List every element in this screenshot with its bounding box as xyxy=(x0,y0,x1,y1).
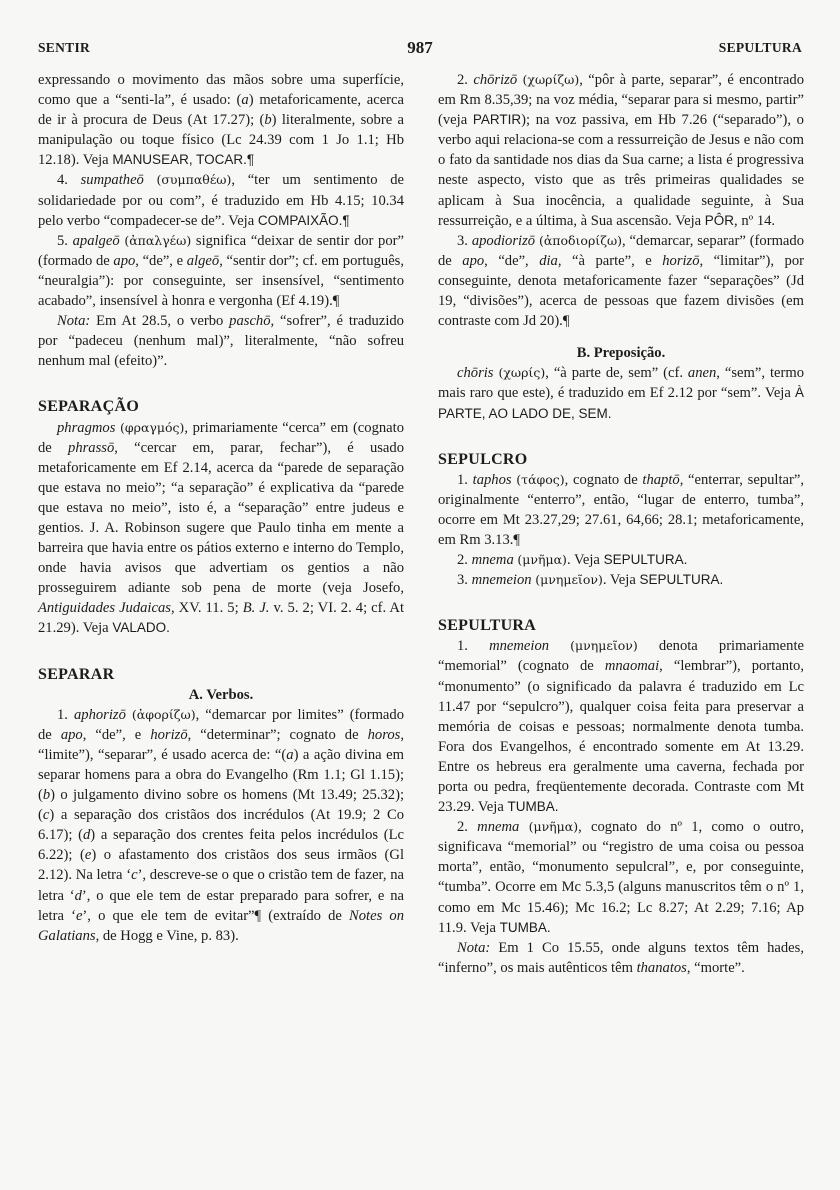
cross-reference: VALADO. xyxy=(112,620,170,636)
cross-reference: SEPULTURA. xyxy=(603,552,688,568)
cross-reference: PÔR xyxy=(704,212,735,228)
subheading-verbos: A. Verbos. xyxy=(188,686,254,703)
cross-reference: TUMBA. xyxy=(507,799,559,815)
cross-reference: COMPAIXÃO.¶ xyxy=(257,212,350,228)
left-column xyxy=(38,70,404,946)
note-paragraph: Nota: Em 1 Co 15.55, onde alguns textos têm hades, “inferno”, os mais autênticos têm thanatos, “morte”. xyxy=(438,939,804,976)
definition-sepultura-2: 2. mnema (μνῆμα), cognato do nº 1, como o outro, significava “memorial” ou “registro de uma coisa ou pessoa morta”, então, “monumento sepulcral”, e, por conseguinte, “tumba”. Ocorre em Mc 5.3,5 (alguns manuscritos têm o nº 1, como em Mc 15.46); Mc 16.2; Lc 8.27; At 2.29; 7.16; Ap 11.9. Veja TUMBA. xyxy=(438,819,805,936)
definition-separar-2: 2. chōrizō (χωρίζω), “pôr à parte, separar”, é encontrado em Rm 8.35,39; na voz média, “separar para si mesmo, partir” (veja PARTIR); na voz passiva, em Hb 7.26 (“separado”), o verbo aqui relaciona-se com a ressurreição de Jesus e não com o fato da santidade nos dias da Sua carne; a lista é progressiva neste aspecto, visto que as três primeiras qualidades se aplicam à Sua inocência, a qualidade seguinte, à Sua ressurreição, e a última, à Sua ascensão. Veja PÔR, nº 14. xyxy=(438,72,805,229)
entry-title-sepultura: SEPULTURA xyxy=(438,617,537,635)
entry-title-sepulcro: SEPULCRO xyxy=(438,450,528,468)
definition-separacao: phragmos (φραγμός), primariamente “cerca” em (cognato de phrassō, “cercar em, parar, fechar”), é usado metaforicamente em Ef 2.14, acerca da “parede de separação que estava no meio”; “a separação” é explicativa da “parede que estava no meio”, isto é, a “separação” entre judeus e gentios. J. A. Robinson sugere que Paulo tinha em mente a barreira que havia entre os pátios externo e interno do Templo, onde havia avisos que advertiam os gentios a não prosseguirem adiante sob pena de morte (veja Josefo, Antiguidades Judaicas, XV. 11. 5; B. J. v. 5. 2; VI. 2. 4; cf. At 21.29). Veja VALADO. xyxy=(38,419,405,637)
definition-separar-1: 1. aphorizō (ἀφορίζω), “demarcar por limites” (formado de apo, “de”, e horizō, “determinar”; cognato de horos, “limite”), “separar”, é usado acerca de: “(a) a ação divina em separar homens para a obra do Evangelho (Rm 1.1; Gl 1.15); (b) o julgamento divino sobre os homens (Mt 13.49; 25.32); (c) a separação dos cristãos dos incrédulos (At 19.9; 2 Co 6.17); (d) a separação dos crentes feita pelos incrédulos (Lc 6.22); (e) o afastamento dos cristãos dos seus irmãos (Gl 2.12). Na letra ‘c’, descreve-se o que o cristão tem de fazer, na letra ‘d’, o que ele tem de estar preparado para sofrer, e na letra ‘e’, o que ele tem de evitar”¶ (extraído de Notes on Galatians, de Hogg e Vine, p. 83). xyxy=(38,706,405,944)
cross-reference: TUMBA. xyxy=(499,919,551,935)
right-column xyxy=(438,70,804,978)
cross-reference: SEPULTURA. xyxy=(639,572,724,588)
entry-title-separar: SEPARAR xyxy=(38,665,115,683)
subheading-preposicao: B. Preposição. xyxy=(576,345,666,362)
definition-separar-3: 3. apodiorizō (ἀποδιορίζω), “demarcar, separar” (formado de apo, “de”, dia, “à parte”, e horizō, “limitar”), por conseguinte, denota metaforicamente fazer “separações” (Jd 19, “divisões”), acerca de pessoas que fazem divisões (em contraste com Jd 20).¶ xyxy=(438,232,805,330)
cross-reference: PARTIR xyxy=(472,112,522,128)
entry-title-separacao: SEPARAÇÃO xyxy=(38,398,140,416)
continued-paragraph: expressando o movimento das mãos sobre uma superfície, como que a “senti-la”, é usado: (a) metaforicamente, acerca de ir à procura de Deus (At 17.27); (b) literalmente, sobre a manipulação ou toque físico (Lc 24.39 com 1 Jo 1.1; Hb 12.18). Veja MANUSEAR, TOCAR.¶ xyxy=(38,72,405,169)
definition-sepulcro-1: 1. taphos (τάφος), cognato de thaptō, “enterrar, sepultar”, originalmente “enterro”, então, “lugar de enterro, tumba”, ocorre em Mt 23.27,29; 27.61, 64,66; 28.1; metaforicamente, em Rm 3.13.¶ xyxy=(438,471,804,548)
cross-reference: À PARTE, AO LADO DE, SEM. xyxy=(438,385,804,421)
definition-sepulcro-3: 3. mnemeion (μνημεῖον). Veja SEPULTURA. xyxy=(457,572,724,589)
definition-item-5: 5. apalgeō (ἀπαλγέω) significa “deixar de sentir dor por” (formado de apo, “de”, e algeō, “sentir dor”; cf. em português, “neuralgia”): por conseguinte, ser insensível, “sentimento acabado”, insensível à honra e vergonha (Ef 4.19).¶ xyxy=(38,232,405,310)
note-paragraph: Nota: Em At 28.5, o verbo paschō, “sofrer”, é traduzido por “padeceu (nenhum mal)”, literalmente, “não sofreu nenhum mal (efeito)”. xyxy=(38,313,404,370)
page-number: 987 xyxy=(407,38,433,57)
definition-item-4: 4. sumpatheō (συμπαθέω), “ter um sentimento de solidariedade por ou com”, é traduzido em Hb 4.15; 10.34 pelo verbo “compadecer-se de”. Veja COMPAIXÃO.¶ xyxy=(38,172,404,229)
header-first-entry: SENTIR xyxy=(38,40,91,55)
header-last-entry: SEPULTURA xyxy=(718,40,802,55)
definition-choris: chōris (χωρίς), “à parte de, sem” (cf. anen, “sem”, termo mais raro que este), é traduzido em Ef 2.12 por “sem”. Veja À PARTE, AO LADO DE, SEM. xyxy=(438,365,804,421)
running-head xyxy=(38,38,802,58)
definition-sepultura-1: 1. mnemeion (μνημεῖον) denota primariamente “memorial” (cognato de mnaomai, “lembrar”), portanto, “monumento” (o significado da palavra é traduzido em Lc 11.47 por “sepulcro”), qualquer coisa feita para preservar a memória de coisas e pessoas; normalmente denota tumba. Fora dos Evangelhos, é encontrado somente em At 13.29. Entre os hebreus era geralmente uma caverna, fechada por porta ou pedra, freqüentemente decorada. Contraste com Mt 23.29. Veja TUMBA. xyxy=(438,638,804,816)
cross-reference: MANUSEAR, TOCAR.¶ xyxy=(112,152,255,168)
definition-sepulcro-2: 2. mnema (μνῆμα). Veja SEPULTURA. xyxy=(457,552,688,569)
